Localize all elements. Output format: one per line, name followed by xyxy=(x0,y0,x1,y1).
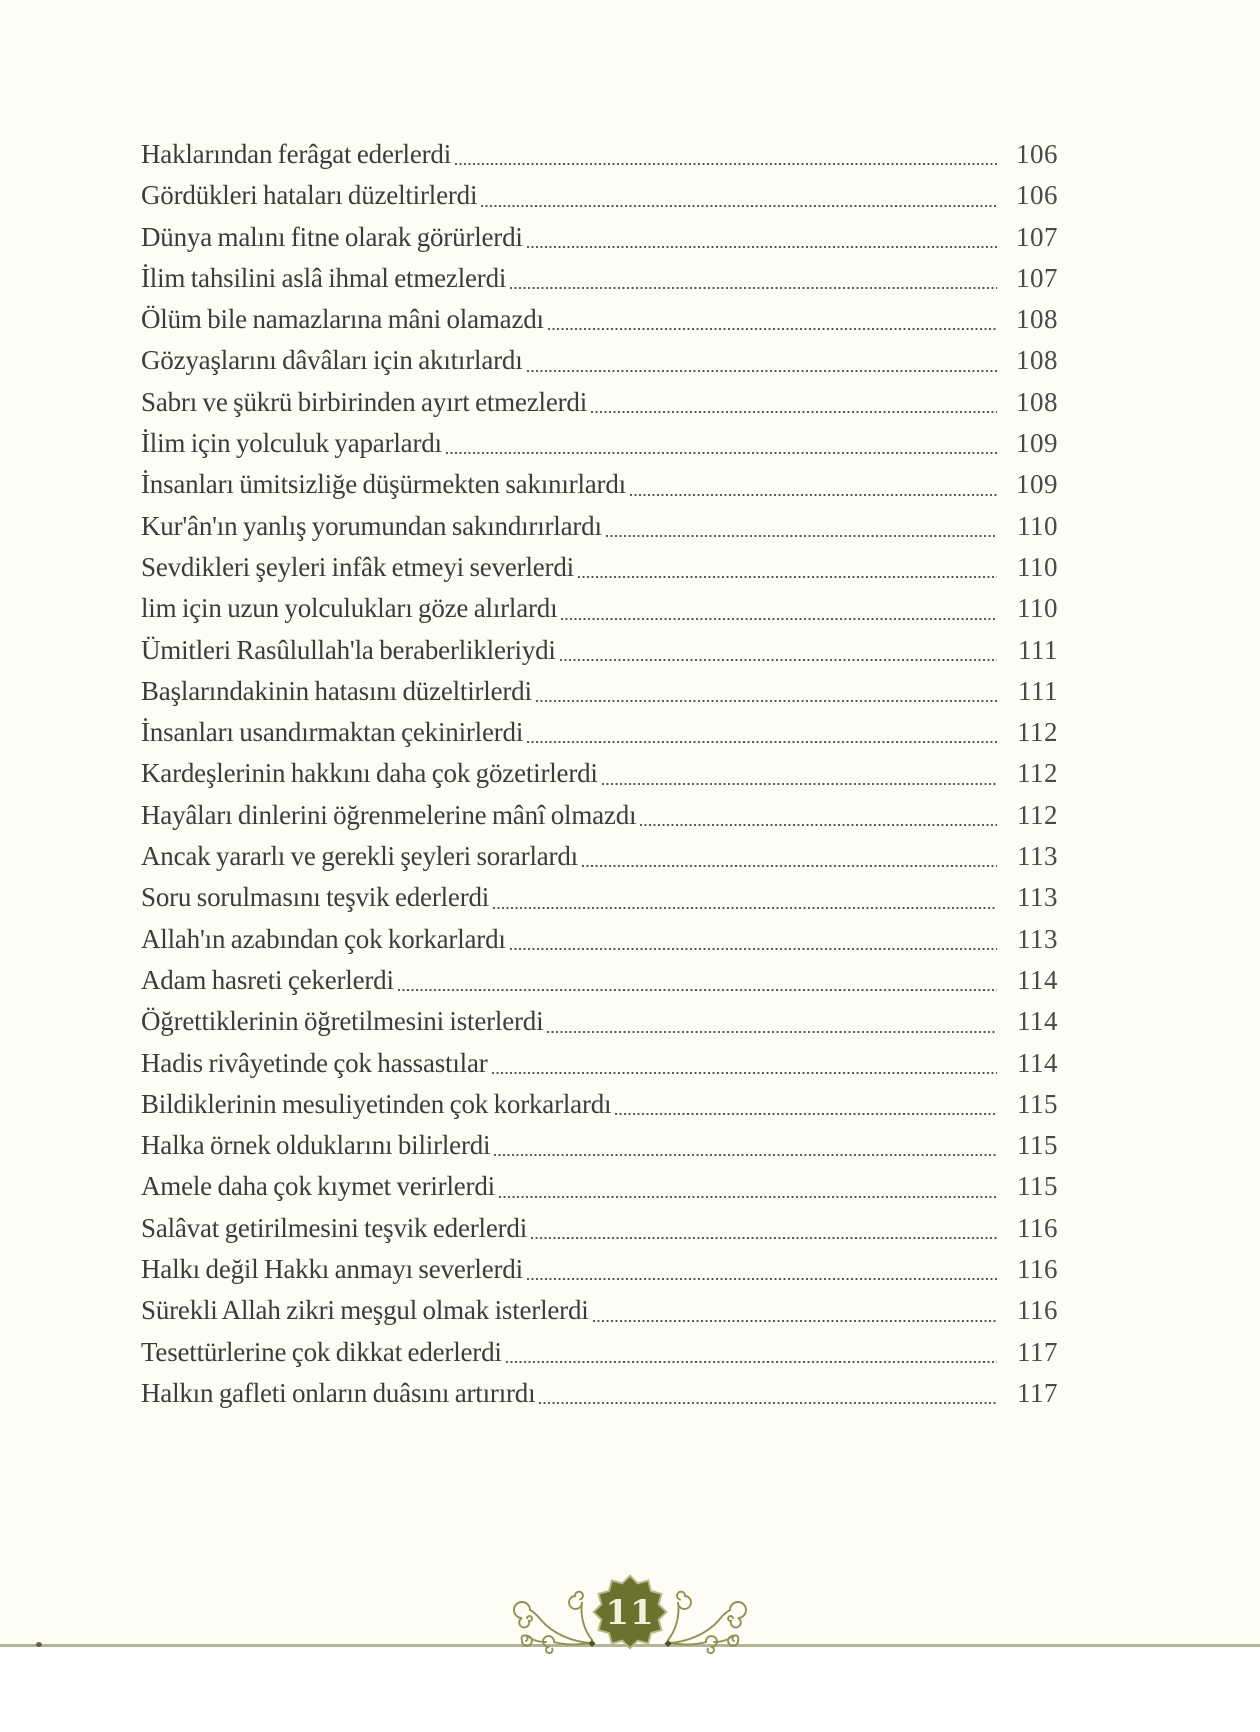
toc-entry-page: 106 xyxy=(1016,139,1058,169)
dot-leader xyxy=(640,795,997,836)
toc-entry-page: 113 xyxy=(1017,841,1058,872)
dot-leader xyxy=(591,382,997,423)
toc-entry-page: 117 xyxy=(1017,1377,1058,1408)
toc-entry-title: Kardeşlerinin hakkını daha çok gözetirlerdi xyxy=(141,758,598,789)
toc-entry-title: Ölüm bile namazlarına mâni olamazdı xyxy=(141,304,544,335)
toc-entry xyxy=(141,836,1058,877)
dot-leader xyxy=(548,299,997,340)
toc-entry-title: Tesettürlerine çok dikkat ederlerdi xyxy=(141,1336,502,1367)
toc-entry-page: 114 xyxy=(1017,1047,1058,1078)
dot-leader xyxy=(536,671,997,712)
toc-entry xyxy=(141,1084,1058,1125)
toc-entry-title: Başlarındakinin hatasını düzeltirlerdi xyxy=(141,675,532,706)
toc-entry xyxy=(141,877,1058,918)
dot-leader xyxy=(560,630,997,671)
dot-leader xyxy=(506,1332,997,1373)
flourish-left-icon xyxy=(514,1592,596,1653)
toc-entry-page: 114 xyxy=(1017,964,1058,995)
toc-entry-page: 112 xyxy=(1017,758,1058,789)
toc-entry xyxy=(141,919,1058,960)
footer-page-number: 11 xyxy=(605,1593,655,1633)
toc-entry-title: Halka örnek olduklarını bilirlerdi xyxy=(141,1130,491,1161)
toc-entry xyxy=(141,960,1058,1001)
toc-entry-title: Ancak yararlı ve gerekli şeyleri sorarlardı xyxy=(141,841,578,872)
toc-entry-title: Sabrı ve şükrü birbirinden ayırt etmezlerdi xyxy=(141,386,588,417)
toc-entry-page: 116 xyxy=(1017,1295,1058,1326)
dot-leader xyxy=(492,1043,997,1084)
dot-leader xyxy=(510,919,997,960)
toc-entry xyxy=(141,423,1058,464)
toc-entry-page: 107 xyxy=(1016,262,1058,293)
toc-entry-title: lim için uzun yolculukları göze alırlardı xyxy=(141,593,558,624)
toc-entry-page: 116 xyxy=(1017,1254,1058,1285)
toc-entry-title: Hadis rivâyetinde çok hassastılar xyxy=(141,1047,488,1078)
toc-entry-page: 110 xyxy=(1017,551,1058,582)
toc-entry xyxy=(141,1290,1058,1331)
toc-entry xyxy=(141,547,1058,588)
toc-entry-title: Bildiklerinin mesuliyetinden çok korkarlardı xyxy=(141,1088,612,1119)
toc-entry-page: 109 xyxy=(1016,469,1058,500)
table-of-contents xyxy=(141,134,1058,1414)
toc-entry xyxy=(141,795,1058,836)
toc-entry xyxy=(141,630,1058,671)
dot-leader xyxy=(593,1290,997,1331)
dot-leader xyxy=(398,960,997,1001)
toc-entry xyxy=(141,382,1058,423)
toc-entry xyxy=(141,1332,1058,1373)
dot-leader xyxy=(615,1084,997,1125)
toc-entry xyxy=(141,1373,1058,1414)
toc-entry-title: Soru sorulmasını teşvik ederlerdi xyxy=(141,882,490,913)
dot-leader xyxy=(527,217,997,258)
dot-leader xyxy=(582,836,997,877)
toc-entry-page: 117 xyxy=(1017,1336,1058,1367)
toc-entry-title: İlim için yolculuk yaparlardı xyxy=(141,428,442,459)
dot-leader xyxy=(602,753,997,794)
toc-entry xyxy=(141,753,1058,794)
toc-entry-page: 111 xyxy=(1018,634,1058,665)
toc-entry xyxy=(141,1249,1058,1290)
dot-leader xyxy=(561,588,997,629)
dot-leader xyxy=(527,1249,997,1290)
dot-leader xyxy=(531,1208,997,1249)
toc-entry-page: 114 xyxy=(1017,1006,1058,1037)
toc-entry-page: 111 xyxy=(1018,675,1058,706)
toc-entry-title: Allah'ın azabından çok korkarlardı xyxy=(141,923,506,954)
dot-leader xyxy=(527,712,997,753)
toc-entry xyxy=(141,1208,1058,1249)
toc-entry-title: Salâvat getirilmesini teşvik ederlerdi xyxy=(141,1212,528,1243)
dot-leader xyxy=(481,175,997,216)
toc-entry xyxy=(141,588,1058,629)
toc-entry-title: İlim tahsilini aslâ ihmal etmezlerdi xyxy=(141,262,507,293)
dot-leader xyxy=(493,877,997,918)
dot-leader xyxy=(606,506,997,547)
toc-entry-page: 107 xyxy=(1016,221,1058,252)
toc-entry-title: Halkın gafleti onların duâsını artırırdı xyxy=(141,1377,536,1408)
dot-leader xyxy=(455,134,997,175)
toc-entry-title: Adam hasreti çekerlerdi xyxy=(141,964,394,995)
toc-entry-title: Kur'ân'ın yanlış yorumundan sakındırırlardı xyxy=(141,510,602,541)
toc-entry xyxy=(141,712,1058,753)
toc-entry xyxy=(141,671,1058,712)
toc-entry-title: Haklarından ferâgat ederlerdi xyxy=(141,139,452,169)
toc-entry-title: Hayâları dinlerini öğrenmelerine mânî olmazdı xyxy=(141,799,637,830)
toc-entry-title: İnsanları ümitsizliğe düşürmekten sakınırlardı xyxy=(141,469,626,500)
toc-entry xyxy=(141,1125,1058,1166)
dot-leader xyxy=(539,1373,997,1414)
toc-entry xyxy=(141,258,1058,299)
toc-entry xyxy=(141,175,1058,216)
toc-entry-page: 113 xyxy=(1017,882,1058,913)
dot-leader xyxy=(578,547,997,588)
dot-leader xyxy=(446,423,997,464)
flourish-right-icon xyxy=(665,1592,747,1653)
toc-entry xyxy=(141,506,1058,547)
toc-entry-title: Ümitleri Rasûlullah'la beraberlikleriydi xyxy=(141,634,556,665)
toc-entry xyxy=(141,464,1058,505)
toc-entry-page: 109 xyxy=(1016,428,1058,459)
toc-entry-page: 106 xyxy=(1016,180,1058,211)
toc-entry-page: 110 xyxy=(1017,510,1058,541)
toc-entry-page: 115 xyxy=(1017,1130,1058,1161)
page-number-badge xyxy=(592,1574,668,1650)
dot-leader xyxy=(494,1125,997,1166)
toc-entry xyxy=(141,299,1058,340)
dot-leader xyxy=(547,1001,997,1042)
dot-leader xyxy=(630,464,997,505)
toc-entry-page: 110 xyxy=(1017,593,1058,624)
toc-entry-page: 112 xyxy=(1017,799,1058,830)
toc-entry-title: Öğrettiklerinin öğretilmesini isterlerdi xyxy=(141,1006,544,1037)
toc-entry-title: Halkı değil Hakkı anmayı severlerdi xyxy=(141,1254,523,1285)
toc-entry-title: Gördükleri hataları düzeltirlerdi xyxy=(141,180,478,211)
toc-entry-page: 108 xyxy=(1016,386,1058,417)
toc-entry-title: Gözyaşlarını dâvâları için akıtırlardı xyxy=(141,345,523,376)
toc-entry-page: 116 xyxy=(1017,1212,1058,1243)
toc-entry-page: 113 xyxy=(1017,923,1058,954)
toc-entry xyxy=(141,340,1058,381)
toc-entry xyxy=(141,1043,1058,1084)
toc-entry xyxy=(141,1001,1058,1042)
toc-entry-title: Dünya malını fitne olarak görürlerdi xyxy=(141,221,523,252)
dot-leader xyxy=(499,1166,997,1207)
toc-entry-title: Sürekli Allah zikri meşgul olmak isterlerdi xyxy=(141,1295,589,1326)
toc-entry-title: Amele daha çok kıymet verirlerdi xyxy=(141,1171,495,1202)
page-number-ornament xyxy=(510,1550,750,1680)
toc-entry-page: 112 xyxy=(1017,717,1058,748)
toc-entry xyxy=(141,1166,1058,1207)
ink-speck xyxy=(36,1642,42,1647)
toc-entry-page: 115 xyxy=(1017,1088,1058,1119)
dot-leader xyxy=(527,340,998,381)
toc-entry-page: 108 xyxy=(1016,345,1058,376)
toc-entry-page: 108 xyxy=(1016,304,1058,335)
toc-entry xyxy=(141,217,1058,258)
dot-leader xyxy=(510,258,997,299)
toc-entry-page: 115 xyxy=(1017,1171,1058,1202)
toc-entry-title: İnsanları usandırmaktan çekinirlerdi xyxy=(141,717,524,748)
toc-entry-title: Sevdikleri şeyleri infâk etmeyi severlerdi xyxy=(141,551,574,582)
toc-entry xyxy=(141,134,1058,175)
